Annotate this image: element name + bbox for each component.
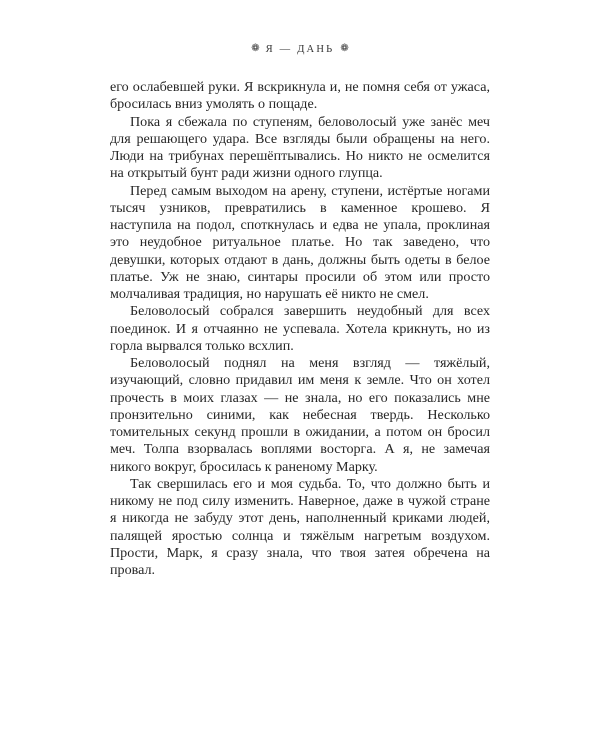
paragraph: Беловолосый поднял на меня взгляд — тяжёлый, изучающий, словно придавил им меня к земле. Что он хотел прочесть в моих глазах — не знала, но его показались мне пронзительно синими, как небесная твердь. Несколько томительных секунд прошли в ожидании, а потом он бросил меч. Толпа взорвалась воплями восторга. А я, не замечая никого вокруг, бросилась к раненому Марку. bbox=[110, 355, 490, 475]
running-head-title: Я — ДАНЬ bbox=[265, 44, 335, 55]
paragraph: Беловолосый собрался завершить неудобный для всех поединок. И я отчаянно не успевала. Хотела крикнуть, но из горла вырвался только всхлип. bbox=[110, 303, 490, 354]
ornament-left-icon: ❁ bbox=[251, 43, 260, 54]
running-head bbox=[0, 44, 600, 55]
ornament-right-icon: ❁ bbox=[340, 43, 349, 54]
paragraph: Так свершилась его и моя судьба. То, что должно быть и никому не под силу изменить. Наверное, даже в чужой стране я никогда не забуду этот день, наполненный криками людей, палящей яростью солнца и тяжёлым нагретым воздухом. Прости, Марк, я сразу знала, что твоя затея обречена на провал. bbox=[110, 475, 490, 578]
paragraph: Пока я сбежала по ступеням, беловолосый уже занёс меч для решающего удара. Все взгляды были обращены на него. Люди на трибунах перешёптывались. Но никто не осмелится на открытый бунт ради жизни одного глупца. bbox=[110, 113, 490, 182]
body-text bbox=[110, 79, 490, 579]
paragraph: его ослабевшей руки. Я вскрикнула и, не помня себя от ужаса, бросилась вниз умолять о пощаде. bbox=[110, 79, 490, 113]
paragraph: Перед самым выходом на арену, ступени, истёртые ногами тысяч узников, превратились в каменное крошево. Я наступила на подол, споткнулась и едва не упала, проклиная это неудобное ритуальное платье. Но так заведено, что девушки, которых отдают в дань, должны быть одеты в белое платье. Уж не знаю, синтары просили об этом или просто молчаливая традиция, но нарушать её никто не смел. bbox=[110, 182, 490, 302]
